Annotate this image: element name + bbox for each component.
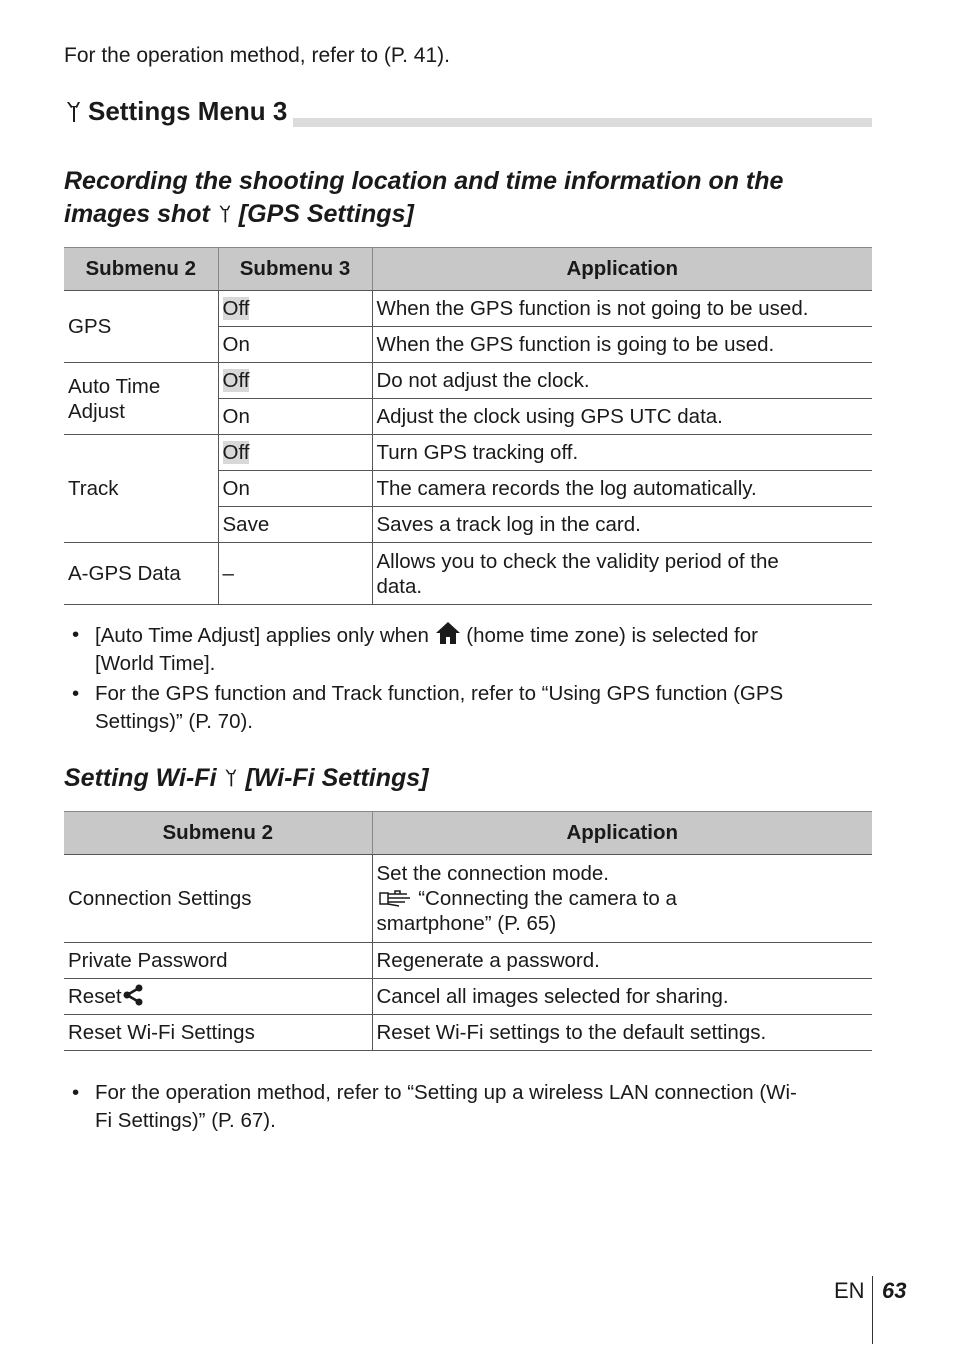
wifi-section-title: Setting Wi-Fi [Wi-Fi Settings] [64,764,429,792]
gps-settings-table [64,247,872,605]
application-cell: Regenerate a password. [372,943,872,979]
wrench-icon [223,768,238,788]
gps-notes [64,621,872,736]
submenu2-cell: Private Password [64,943,372,979]
submenu2-cell: Reset [64,979,372,1015]
footer-divider [872,1276,873,1344]
wifi-settings-table [64,811,872,1051]
table-row [64,291,872,327]
submenu3-cell: Off [218,363,372,399]
list-item: • For the operation method, refer to “Setting up a wireless LAN connection (Wi- Fi Settings)” (P. 67). [64,1079,872,1135]
header-submenu2: Submenu 2 [64,812,372,855]
wifi-notes [64,1079,872,1135]
header-submenu3: Submenu 3 [218,248,372,291]
submenu3-cell: On [218,327,372,363]
submenu3-cell: – [218,543,372,605]
application-cell: Cancel all images selected for sharing. [372,979,872,1015]
application-cell: Reset Wi-Fi settings to the default settings. [372,1015,872,1051]
application-cell: Set the connection mode. “Connecting the camera to a smartphone” (P. 65) [372,855,872,943]
application-cell: Adjust the clock using GPS UTC data. [372,399,872,435]
list-item: • For the GPS function and Track function, refer to “Using GPS function (GPS Settings)” (P. 70). [64,680,872,736]
settings-menu-heading [64,96,872,132]
header-application: Application [372,248,872,291]
table-row [64,855,872,943]
submenu3-cell: On [218,471,372,507]
page-title: Settings Menu 3 [88,96,288,126]
page-number: 63 [882,1278,907,1303]
home-icon [435,621,461,645]
header-application: Application [372,812,872,855]
application-cell: The camera records the log automatically. [372,471,872,507]
application-cell: Turn GPS tracking off. [372,435,872,471]
wrench-icon [64,100,82,124]
wrench-icon [217,204,232,224]
submenu3-cell: On [218,399,372,435]
submenu2-cell: GPS [64,291,218,363]
submenu2-cell: A-GPS Data [64,543,218,605]
submenu2-cell: Connection Settings [64,855,372,943]
table-row [64,435,872,471]
reference-hand-icon [377,888,413,908]
table-row [64,979,872,1015]
application-cell: When the GPS function is going to be used. [372,327,872,363]
application-cell: Allows you to check the validity period of the data. [372,543,872,605]
share-icon [122,984,144,1006]
language-label: EN [834,1278,865,1303]
table-row [64,943,872,979]
submenu3-cell: Off [218,291,372,327]
submenu3-cell: Save [218,507,372,543]
header-submenu2: Submenu 2 [64,248,218,291]
submenu2-cell: Auto Time Adjust [64,363,218,435]
intro-text: For the operation method, refer to (P. 41). [64,44,450,67]
gps-section-title: Recording the shooting location and time information on the images shot [GPS Settings] [64,167,784,228]
application-cell: Do not adjust the clock. [372,363,872,399]
table-row [64,1015,872,1051]
submenu2-cell: Reset Wi-Fi Settings [64,1015,372,1051]
table-row [64,363,872,399]
application-cell: Saves a track log in the card. [372,507,872,543]
list-item: • [Auto Time Adjust] applies only when (home time zone) is selected for [World Time]. [64,621,872,678]
submenu2-cell: Track [64,435,218,543]
table-row [64,543,872,605]
application-cell: When the GPS function is not going to be used. [372,291,872,327]
submenu3-cell: Off [218,435,372,471]
